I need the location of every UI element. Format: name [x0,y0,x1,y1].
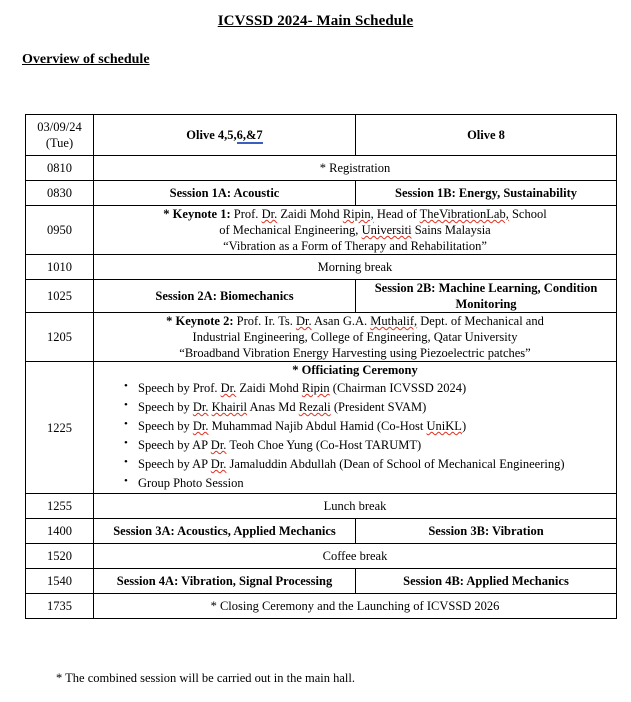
bullet-5-b: Jamaluddin Abdullah (Dean of School of Mechanical Engineering) [226,457,565,471]
keynote-1-label: * Keynote 1: [163,207,231,221]
bullet-2-flag-1: Dr. [192,400,209,414]
keynote-2-line-1 [94,313,616,329]
section-heading-overview: Overview of schedule [22,52,150,67]
time-label: 0810 [47,161,72,175]
bullet-1-flag-1: Dr. [220,381,237,395]
time-cell [26,313,94,362]
session-1a-cell: Session 1A: Acoustic [94,181,356,206]
list-item [124,455,616,474]
time-cell [26,362,94,494]
bullet-5-a: Speech by AP [138,457,211,471]
keynote-1-text-a: Prof. [230,207,262,221]
keynote-1-line-1 [94,206,616,222]
time-label: 0950 [47,223,72,237]
bullet-2-a: Speech by [138,400,193,414]
time-cell [26,280,94,313]
bullet-3-flag-2: UniKL [426,419,462,433]
lunch-break-cell: Lunch break [94,494,617,519]
schedule-table [25,114,617,619]
closing-ceremony-cell: * Closing Ceremony and the Launching of ICVSSD 2026 [94,594,617,619]
table-row [26,569,617,594]
time-cell [26,206,94,255]
list-item [124,474,616,493]
morning-break-cell: Morning break [94,255,617,280]
bullet-3-c: ) [461,419,467,433]
time-label: 1400 [47,524,72,538]
list-item [124,379,616,398]
ceremony-bullet-list [94,379,616,493]
table-row [26,362,617,494]
keynote-1-line-2 [94,222,616,238]
venue-left-label: Olive 4,5, [186,128,237,142]
coffee-break-cell: Coffee break [94,544,617,569]
session-2a-cell: Session 2A: Biomechanics [94,280,356,313]
keynote-1-flag-lab: TheVibrationLab, [419,207,509,221]
list-item [124,398,616,417]
time-cell [26,181,94,206]
table-row [26,280,617,313]
time-label: 1025 [47,289,72,303]
session-3b-cell: Session 3B: Vibration [356,519,617,544]
table-row [26,494,617,519]
table-row [26,181,617,206]
time-cell [26,156,94,181]
time-label: 1520 [47,549,72,563]
schedule-table-container [25,114,616,619]
keynote-1-flag-universiti: Universiti [361,223,412,237]
list-item [124,417,616,436]
table-row [26,544,617,569]
keynote-2-cell [94,313,617,362]
keynote-2-text-a: Prof. Ir. Ts. [233,314,296,328]
header-venue-right-cell: Olive 8 [356,115,617,156]
keynote-1-flag-dr: Dr. [261,207,278,221]
bullet-3-a: Speech by [138,419,193,433]
venue-left-flagged-label: 6,&7 [236,128,263,142]
session-3a-cell: Session 3A: Acoustics, Applied Mechanics [94,519,356,544]
keynote-1-text-c: Head of [373,207,420,221]
bullet-1-a: Speech by Prof. [138,381,221,395]
bullet-3-b: Muhammad Najib Abdul Hamid (Co-Host [208,419,427,433]
keynote-2-flag-dr: Dr. [295,314,312,328]
officiating-ceremony-cell [94,362,617,494]
table-row [26,156,617,181]
keynote-1-text-d: School [508,207,547,221]
bullet-3-flag-1: Dr. [192,419,209,433]
time-cell [26,494,94,519]
time-cell [26,594,94,619]
bullet-1-flag-2: Ripin [301,381,330,395]
session-2b-cell: Session 2B: Machine Learning, Condition Monitoring [356,280,617,313]
session-1b-cell: Session 1B: Energy, Sustainability [356,181,617,206]
keynote-1-cell [94,206,617,255]
keynote-2-label: * Keynote 2: [166,314,234,328]
time-label: 1205 [47,330,72,344]
bullet-2-d: (President SVAM) [330,400,427,414]
list-item [124,436,616,455]
bullet-5-flag-1: Dr. [210,457,227,471]
header-date-label: 03/09/24 (Tue) [37,120,82,150]
time-label: 1540 [47,574,72,588]
time-label: 0830 [47,186,72,200]
keynote-2-flag-muthalif: Muthalif, [370,314,418,328]
keynote-2-text-c: Dept. of Mechanical and [417,314,544,328]
session-4b-cell: Session 4B: Applied Mechanics [356,569,617,594]
table-row [26,206,617,255]
table-row [26,255,617,280]
ceremony-title: * Officiating Ceremony [292,363,418,377]
bullet-1-b: Zaidi Mohd [236,381,302,395]
table-row [26,519,617,544]
bullet-2-flag-2: Khairil [211,400,248,414]
keynote-1-line2-b: Sains Malaysia [411,223,491,237]
time-label: 1735 [47,599,72,613]
registration-cell: * Registration [94,156,617,181]
bullet-6-a: Group Photo Session [138,476,244,490]
table-row [26,313,617,362]
keynote-1-text-b: Zaidi Mohd [277,207,343,221]
time-label: 1255 [47,499,72,513]
header-venue-left-cell [94,115,356,156]
keynote-1-line-3: “Vibration as a Form of Therapy and Rehabilitation” [223,239,487,253]
keynote-2-text-b: Asan G.A. [311,314,371,328]
keynote-1-flag-ripin: Ripin, [342,207,374,221]
time-label: 1225 [47,420,72,435]
bullet-1-c: (Chairman ICVSSD 2024) [329,381,467,395]
session-4a-cell: Session 4A: Vibration, Signal Processing [94,569,356,594]
page-title: ICVSSD 2024- Main Schedule [217,13,414,29]
footnote-text: * The combined session will be carried out in the main hall. [56,671,356,685]
time-cell [26,519,94,544]
time-cell [26,569,94,594]
bullet-4-flag-1: Dr. [210,438,227,452]
time-cell [26,544,94,569]
header-date-cell [26,115,94,156]
time-cell [26,255,94,280]
keynote-1-line2-a: of Mechanical Engineering, [219,223,362,237]
bullet-4-a: Speech by AP [138,438,211,452]
time-label: 1010 [47,260,72,274]
keynote-2-line-3: “Broadband Vibration Energy Harvesting using Piezoelectric patches” [179,346,531,360]
table-header-row [26,115,617,156]
bullet-4-b: Teoh Choe Yung (Co-Host TARUMT) [226,438,422,452]
table-row [26,594,617,619]
bullet-2-flag-3: Rezali [298,400,331,414]
keynote-2-line-2: Industrial Engineering, College of Engineering, Qatar University [192,330,518,344]
bullet-2-c: Anas Md [247,400,299,414]
